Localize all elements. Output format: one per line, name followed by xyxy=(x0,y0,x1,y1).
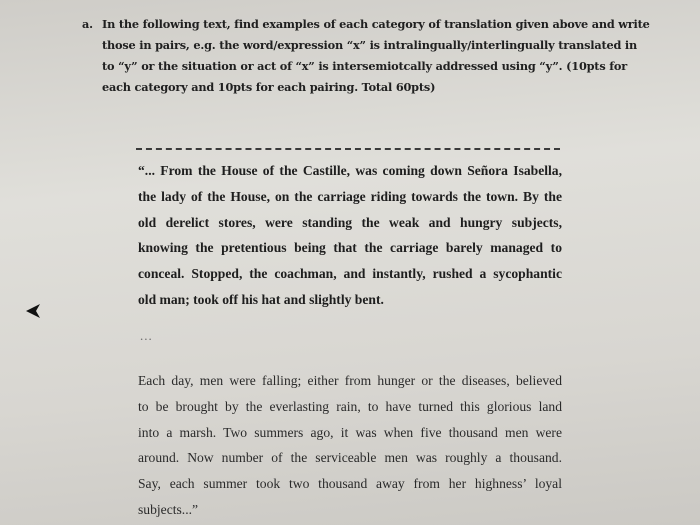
passage-1-line-4: knowing the pretentious being that the carriage barely managed to xyxy=(138,240,562,256)
question-text: In the following text, find examples of each category of translation given above and write xyxy=(102,17,650,31)
passage-paragraph-2 xyxy=(138,368,562,523)
passage-2-line-5: Say, each summer took two thousand away from her highness’ loyal xyxy=(138,476,562,492)
dashed-divider xyxy=(136,148,560,150)
passage-2-line-4: around. Now number of the serviceable men was roughly a thousand. xyxy=(138,450,562,466)
passage-2-line-6: subjects...” xyxy=(138,501,199,517)
question-prompt xyxy=(82,14,657,98)
question-line-3: to “y” or the situation or act of “x” is intersemiotcally addressed using “y”. (10pts for xyxy=(102,59,627,73)
passage-1-line-2: the lady of the House, on the carriage riding towards the town. By the xyxy=(138,188,562,204)
mouse-pointer-icon xyxy=(24,300,44,320)
passage-1-line-6: old man; took off his hat and slightly bent. xyxy=(138,291,384,307)
passage-paragraph-1 xyxy=(138,158,562,313)
passage-1-line-3: old derelict stores, were standing the weak and hungry subjects, xyxy=(138,214,562,230)
question-marker: a. xyxy=(82,17,93,31)
passage-1-line-5: conceal. Stopped, the coachman, and instantly, rushed a sycophantic xyxy=(138,266,562,282)
question-line-1 xyxy=(82,14,657,35)
passage-ellipsis: ... xyxy=(140,328,153,343)
passage-2-line-3: into a marsh. Two summers ago, it was when five thousand men were xyxy=(138,424,562,440)
passage-1-line-1: “... From the House of the Castille, was coming down Señora Isabella, xyxy=(138,163,562,178)
passage-2-line-2: to be brought by the everlasting rain, to have turned this glorious land xyxy=(138,398,562,414)
question-line-4: each category and 10pts for each pairing. Total 60pts) xyxy=(102,80,436,94)
question-line-2: those in pairs, e.g. the word/expression “x” is intralingually/interlingually translated in xyxy=(102,38,638,52)
passage-2-line-1: Each day, men were falling; either from hunger or the diseases, believed xyxy=(138,373,562,388)
